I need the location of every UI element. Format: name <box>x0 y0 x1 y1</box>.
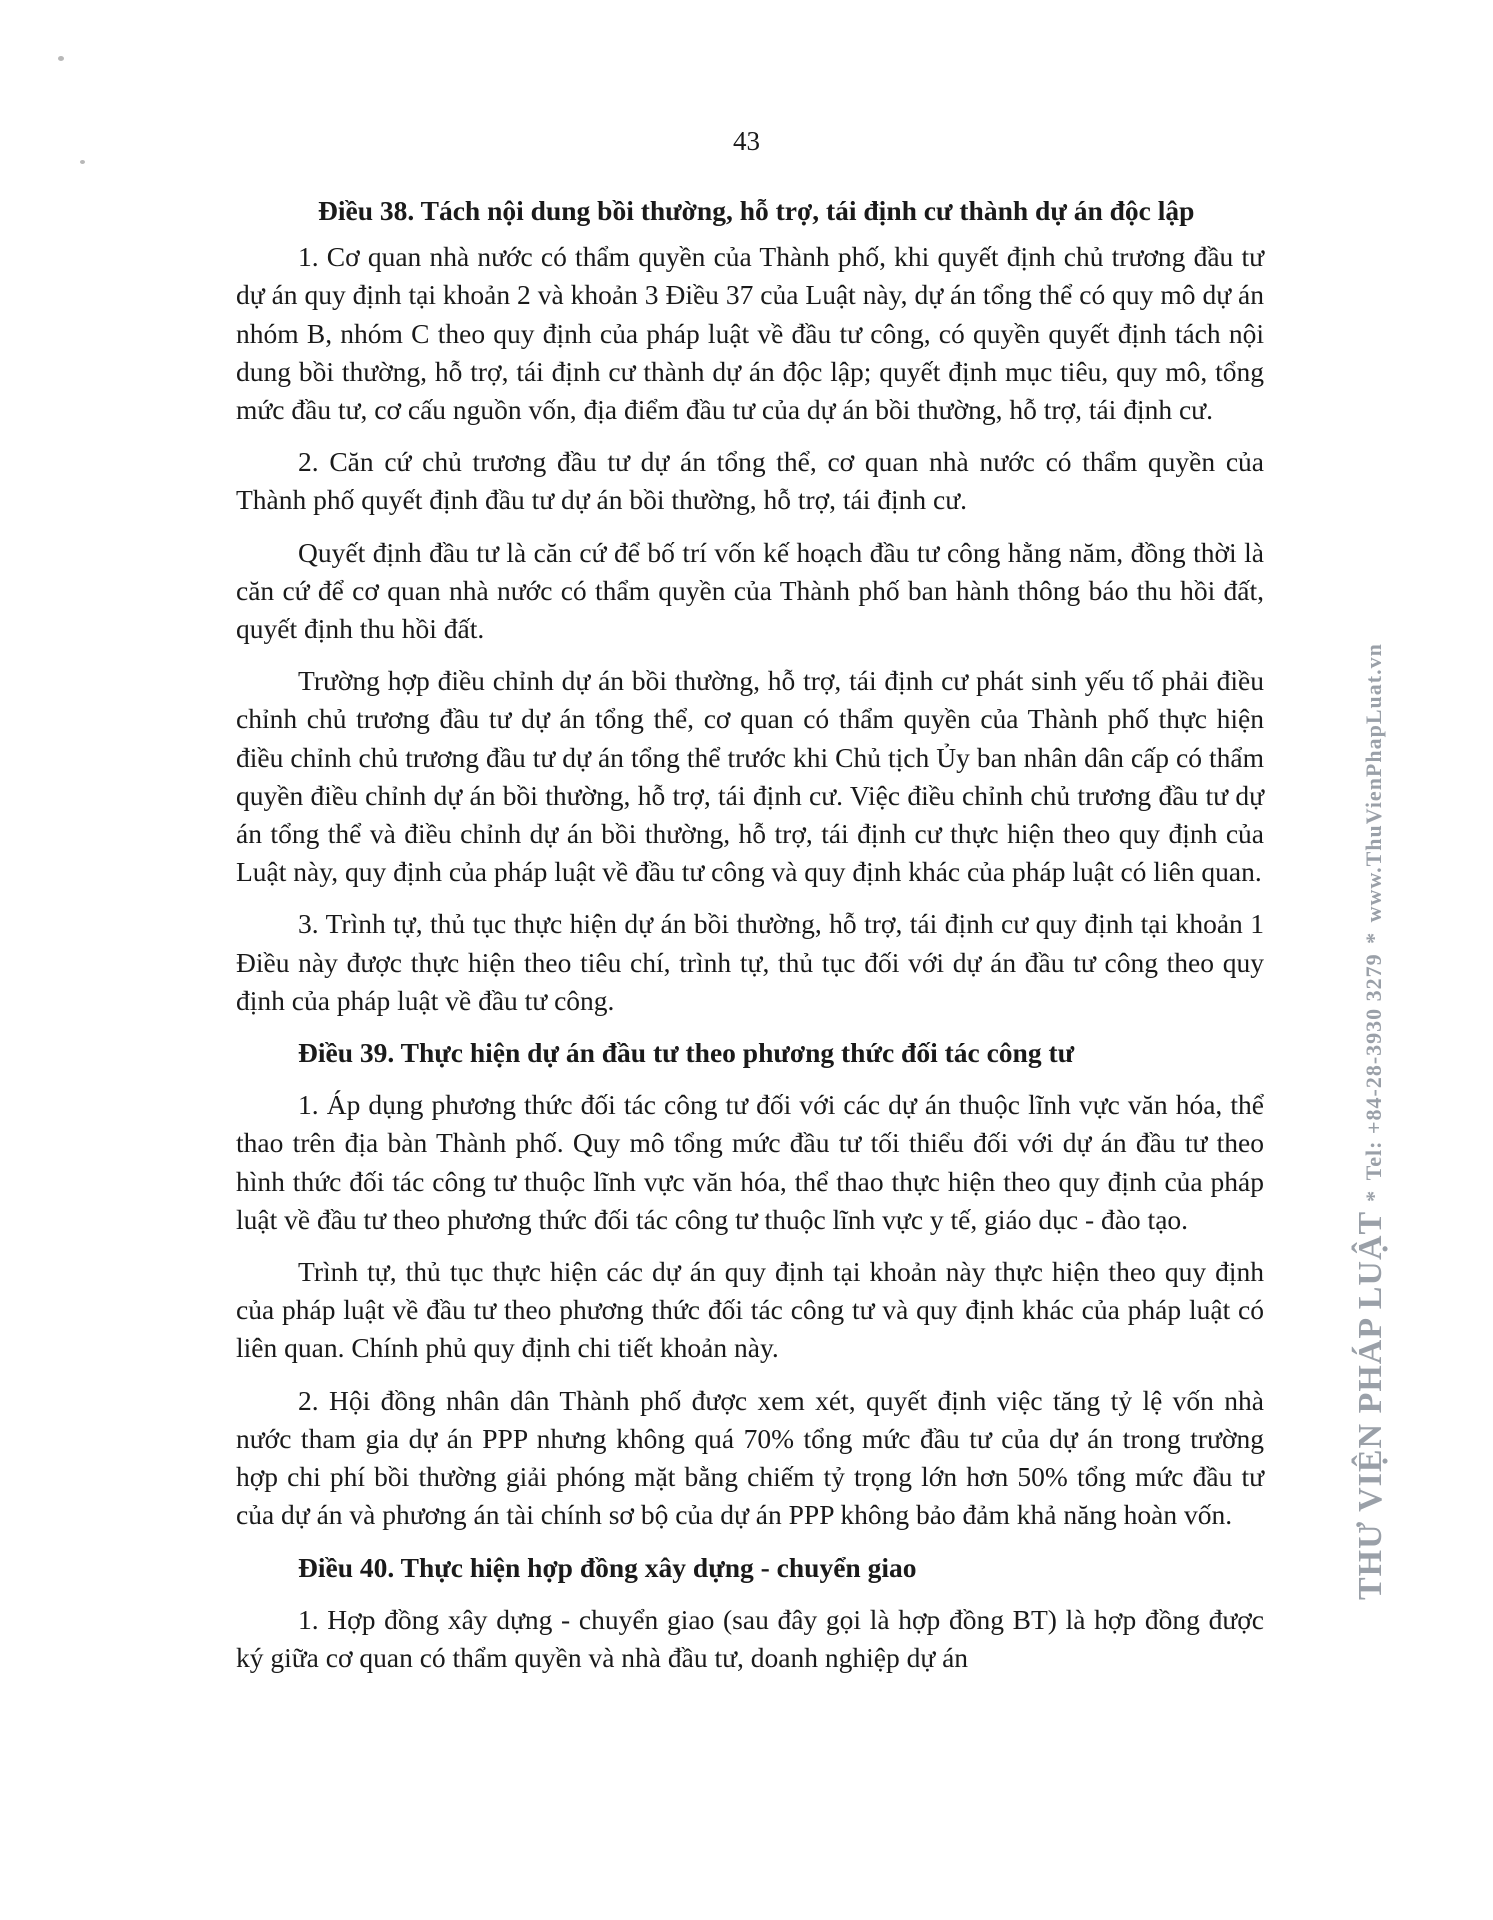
scan-speck <box>58 56 64 61</box>
side-watermark <box>1352 643 1390 1600</box>
article-38-paragraph: 1. Cơ quan nhà nước có thẩm quyền của Thành phố, khi quyết định chủ trương đầu tư dự án quy định tại khoản 2 và khoản 3 Điều 37 của Luật này, dự án tổng thể có quy mô dự án nhóm B, nhóm C theo quy định của pháp luật về đầu tư công, có quyền quyết định tách nội dung bồi thường, hỗ trợ, tái định cư thành dự án độc lập; quyết định mục tiêu, quy mô, tổng mức đầu tư, cơ cấu nguồn vốn, địa điểm đầu tư của dự án bồi thường, hỗ trợ, tái định cư. <box>236 241 1264 426</box>
article-39-paragraph: 1. Áp dụng phương thức đối tác công tư đối với các dự án thuộc lĩnh vực văn hóa, thể thao trên địa bàn Thành phố. Quy mô tổng mức đầu tư tối thiểu đối với dự án đầu tư theo hình thức đối tác công tư thuộc lĩnh vực văn hóa, thể thao thực hiện theo quy định của pháp luật về đầu tư theo phương thức đối tác công tư thuộc lĩnh vực y tế, giáo dục - đào tạo. <box>236 1089 1264 1235</box>
watermark-site: www.ThuVienPhapLuat.vn <box>1361 643 1386 923</box>
article-38-paragraph: Trường hợp điều chỉnh dự án bồi thường, hỗ trợ, tái định cư phát sinh yếu tố phải điều chỉnh chủ trương đầu tư dự án tổng thể, cơ quan có thẩm quyền của Thành phố thực hiện điều chỉnh chủ trương đầu tư dự án tổng thể trước khi Chủ tịch Ủy ban nhân dân cấp có thẩm quyền điều chỉnh dự án bồi thường, hỗ trợ, tái định cư. Việc điều chỉnh chủ trương đầu tư dự án tổng thể và điều chỉnh dự án bồi thường, hỗ trợ, tái định cư thực hiện theo quy định của Luật này, quy định của pháp luật về đầu tư công và quy định khác của pháp luật có liên quan. <box>236 665 1264 888</box>
page-number: 43 <box>733 126 760 156</box>
article-39-heading: Điều 39. Thực hiện dự án đầu tư theo phương thức đối tác công tư <box>298 1037 1075 1069</box>
article-38-paragraph: 3. Trình tự, thủ tục thực hiện dự án bồi thường, hỗ trợ, tái định cư quy định tại khoản 1 Điều này được thực hiện theo tiêu chí, trình tự, thủ tục đối với dự án đầu tư công theo quy định của pháp luật về đầu tư công. <box>236 908 1264 1016</box>
article-40-paragraph: 1. Hợp đồng xây dựng - chuyển giao (sau đây gọi là hợp đồng BT) là hợp đồng được ký giữa cơ quan có thẩm quyền và nhà đầu tư, doanh nghiệp dự án <box>236 1603 1264 1673</box>
article-38-paragraph: Quyết định đầu tư là căn cứ để bố trí vốn kế hoạch đầu tư công hằng năm, đồng thời là căn cứ để cơ quan nhà nước có thẩm quyền của Thành phố ban hành thông báo thu hồi đất, quyết định thu hồi đất. <box>236 536 1264 645</box>
article-39-paragraph: Trình tự, thủ tục thực hiện các dự án quy định tại khoản này thực hiện theo quy định của pháp luật về đầu tư theo phương thức đối tác công tư và quy định khác của pháp luật có liên quan. Chính phủ quy định chi tiết khoản này. <box>236 1256 1264 1364</box>
article-38-heading: Điều 38. Tách nội dung bồi thường, hỗ trợ, tái định cư thành dự án độc lập <box>318 195 1195 226</box>
article-40-heading: Điều 40. Thực hiện hợp đồng xây dựng - chuyển giao <box>298 1551 917 1583</box>
scan-speck <box>80 160 85 164</box>
watermark-separator: * <box>1361 1189 1386 1202</box>
watermark-separator: * <box>1361 931 1386 944</box>
watermark-brand: THƯ VIỆN PHÁP LUẬT <box>1352 1211 1389 1600</box>
watermark-tel: Tel: +84-28-3930 3279 <box>1361 953 1386 1181</box>
document-body <box>236 192 1264 1691</box>
article-39-paragraph: 2. Hội đồng nhân dân Thành phố được xem xét, quyết định việc tăng tỷ lệ vốn nhà nước tham gia dự án PPP nhưng không quá 70% tổng mức đầu tư của dự án trong trường hợp chi phí bồi thường giải phóng mặt bằng chiếm tỷ trọng lớn hơn 50% tổng mức đầu tư của dự án và phương án tài chính sơ bộ của dự án PPP không bảo đảm khả năng hoàn vốn. <box>236 1384 1264 1531</box>
article-38-paragraph: 2. Căn cứ chủ trương đầu tư dự án tổng thể, cơ quan nhà nước có thẩm quyền của Thành phố quyết định đầu tư dự án bồi thường, hỗ trợ, tái định cư. <box>236 446 1264 516</box>
